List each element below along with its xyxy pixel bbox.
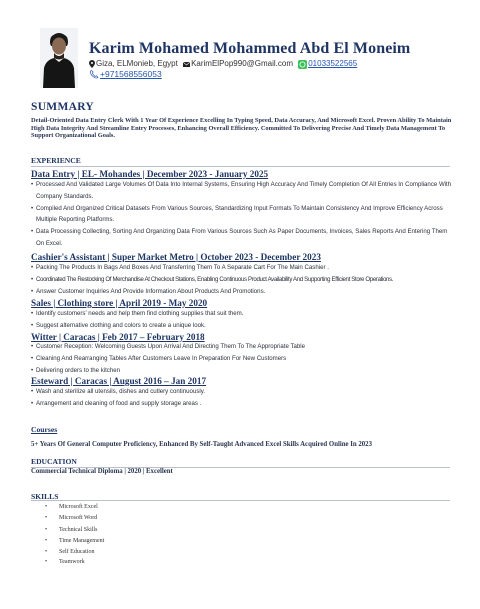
job-title-sales: Sales | Clothing store | April 2019 - May 2020 <box>31 298 208 308</box>
courses-text: 5+ Years Of General Computer Proficiency, Enhanced By Self-Taught Advanced Excel Skills Acquired Online In 2023 <box>31 441 372 448</box>
job-bullet: • Delivering orders to the kitchen <box>31 365 455 377</box>
skill-item: • Technical Skills <box>45 525 104 536</box>
email-text[interactable]: KarimElPop990@Gmail.com <box>191 59 293 69</box>
job-bullets-cashier-assistant <box>31 262 455 297</box>
job-bullet: • Compiled And Organized Critical Datasets From Various Sources, Standardizing Input Formats To Maintain Consistency And Improve Efficiency Across Multiple Reporting Platforms. <box>31 203 455 227</box>
job-bullet: • Coordinated The Restocking Of Merchandise At Checkout Stations, Enabling Continuous Product Availability And Supporting Efficient Store Operations. <box>31 274 455 286</box>
job-title-cashier-assistant: Cashier's Assistant | Super Market Metro | October 2023 - December 2023 <box>31 252 321 262</box>
summary-heading: SUMMARY <box>31 101 95 113</box>
email[interactable] <box>183 58 293 69</box>
skills-list <box>45 502 104 566</box>
whatsapp-link[interactable]: 01033522565 <box>308 59 358 69</box>
job-title-witter: Witter | Caracas | Feb 2017 – February 2018 <box>31 332 205 342</box>
job-bullet: • Answer Customer Inquiries And Provide Information About Products And Promotions. <box>31 286 455 298</box>
job-bullet: • Identify customers' needs and help them find clothing supplies that suit them. <box>31 308 455 320</box>
job-bullet: • Customer Reception: Welcoming Guests Upon Arrival And Directing Them To The Appropriate Table <box>31 341 455 353</box>
email-icon <box>183 62 190 67</box>
skills-divider <box>31 500 450 501</box>
skill-item: • Self Education <box>45 547 104 558</box>
experience-divider <box>31 166 450 167</box>
location-text: Giza, ELMonieb, Egypt <box>96 59 178 69</box>
job-title-esteward: Esteward | Caracas | August 2016 – Jan 2017 <box>31 376 207 386</box>
skill-item: • Microsoft Word <box>45 513 104 524</box>
job-bullet: • Wash and sterilize all utensils, dishes and cutlery continuously. <box>31 386 455 398</box>
skills-heading: SKILLS <box>31 492 59 501</box>
skill-item: • Teamwork <box>45 558 104 566</box>
job-bullet: • Processed And Validated Large Volumes Of Data Into Internal Systems, Ensuring High Accuracy And Timely Completion Of All Entries In Compliance With Company Standards. <box>31 179 455 203</box>
education-text: Commercial Technical Diploma | 2020 | Excellent <box>31 468 173 475</box>
job-bullet: • Cleaning And Rearranging Tables After Customers Leave In Preparation For New Customers <box>31 353 455 365</box>
location-pin-icon <box>89 60 95 68</box>
job-bullets-data-entry <box>31 179 455 250</box>
summary-text: Detail-Oriented Data Entry Clerk With 1 Year Of Experience Excelling In Typing Speed, Data Accuracy, And Microsoft Excel. Proven Ability To Maintain High Data Integrity And Streamline Entry Processes, Enhancing Overall Efficiency. Committed To Delivering Precise And Timely Data Management To Support Organizational Goals. <box>31 117 452 140</box>
courses-heading: Courses <box>31 425 58 434</box>
job-bullet: • Data Processing Collecting, Sorting And Organizing Data From Various Sources Such As Paper Documents, Invoices, Sales Reports And Entering Them On Excel. <box>31 226 455 250</box>
skill-item: • Microsoft Excel <box>45 502 104 513</box>
job-bullet: • Packing The Products In Bags And Boxes And Transferring Them To A Separate Cart For The Main Cashier . <box>31 262 455 274</box>
job-bullets-esteward <box>31 386 455 410</box>
job-title-data-entry: Data Entry | EL- Mohandes | December 2023 - January 2025 <box>31 169 269 179</box>
whatsapp[interactable] <box>298 58 357 69</box>
candidate-name: Karim Mohamed Mohammed Abd El Moneim <box>89 40 411 57</box>
phone-icon <box>89 70 99 79</box>
whatsapp-icon <box>298 60 307 69</box>
phone-link[interactable]: +971568556053 <box>100 69 162 79</box>
education-heading: EDUCATION <box>31 457 77 466</box>
person-avatar-icon <box>40 28 78 88</box>
job-bullet: • Suggest alternative clothing and colors to create a unique look. <box>31 320 455 332</box>
location <box>89 58 178 69</box>
job-bullets-sales <box>31 308 455 332</box>
experience-heading: EXPERIENCE <box>31 156 81 165</box>
skill-item: • Time Management <box>45 536 104 547</box>
job-bullet: • Arrangement and cleaning of food and supply storage areas . <box>31 398 455 410</box>
phone[interactable] <box>89 69 162 79</box>
contact-line <box>89 58 360 69</box>
job-bullets-witter <box>31 341 455 376</box>
profile-photo <box>40 28 78 88</box>
